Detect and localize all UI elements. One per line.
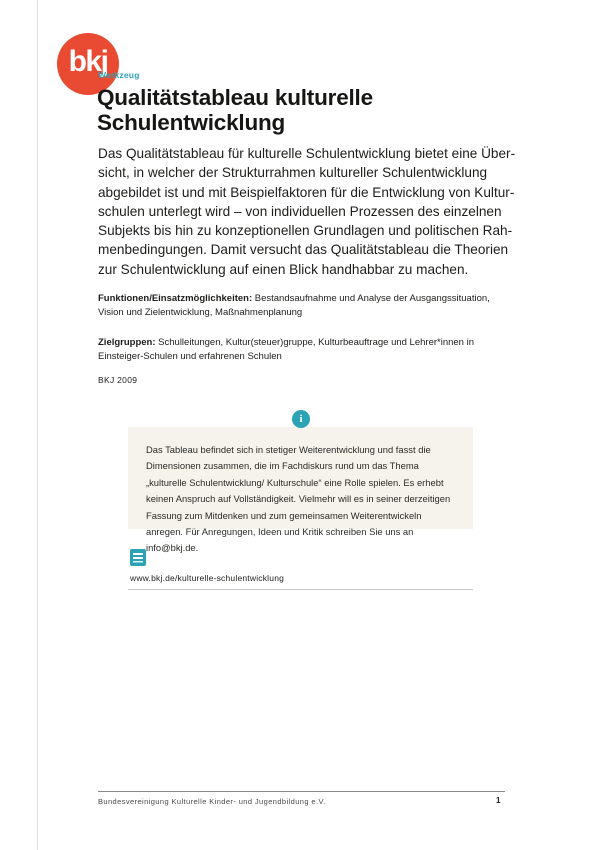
- category-kicker: Werkzeug: [98, 70, 140, 80]
- credit-line: BKJ 2009: [98, 375, 138, 385]
- functions-label: Funktionen/Einsatzmöglichkeiten:: [98, 293, 253, 304]
- target-groups-section: [98, 336, 498, 363]
- footer-page-number: 1: [496, 796, 501, 805]
- page-edge-line: [37, 0, 38, 850]
- book-icon: [130, 549, 146, 566]
- info-box-text: Das Tableau befindet sich in stetiger Weiterentwicklung und fasst die Dimensionen zusammen, die im Fachdiskurs rund um das Thema „kulturelle Schulentwicklung/ Kulturschule“ eine Rolle spielen. Es erhebt keinen Anspruch auf Vollständigkeit. Vielmehr will es in seiner derzeitigen Fassung zum Mitdenken und zum gemeinsamen Weiterentwickeln anregen. Für Anregungen, Ideen und Kritik schreiben Sie uns an info@bkj.de.: [146, 444, 451, 554]
- functions-section: [98, 292, 498, 319]
- intro-paragraph: Das Qualitätstableau für kulturelle Schulentwicklung bietet eine Übersicht, in welcher der Strukturrahmen kultureller Schulentwicklung abgebildet ist und mit Beispielfaktoren für die Entwicklung von Kulturschulen unterlegt wird – von individuellen Prozessen des einzelnen Subjekts bis hin zu konzeptionellen Grundlagen und politischen Rahmenbedingungen. Damit versucht das Qualitätstableau die Theorien zur Schulentwicklung auf einen Blick handhabbar zu machen.: [98, 146, 516, 277]
- info-box: [128, 427, 473, 554]
- website-link[interactable]: www.bkj.de/kulturelle-schulentwicklung: [130, 573, 285, 583]
- footer-rule: [98, 791, 505, 792]
- info-icon-glyph: i: [299, 413, 303, 425]
- bkj-logo-text: bkj: [68, 45, 108, 78]
- target-groups-label: Zielgruppen:: [98, 337, 156, 348]
- page-title: Qualitätstableau kulturelle Schulentwicklung: [97, 85, 373, 135]
- functions-text: Bestandsaufnahme und Analyse der Ausgangssituation, Vision und Zielentwicklung, Maßnahmenplanung: [98, 293, 490, 318]
- footer-organization: Bundesvereinigung Kulturelle Kinder- und Jugendbildung e.V.: [98, 797, 326, 806]
- target-groups-text: Schulleitungen, Kultur(steuer)gruppe, Kulturbeauftrage und Lehrer*innen in Einsteiger-Schulen und erfahrenen Schulen: [98, 337, 474, 362]
- info-icon: [292, 410, 310, 428]
- link-divider: [128, 589, 473, 590]
